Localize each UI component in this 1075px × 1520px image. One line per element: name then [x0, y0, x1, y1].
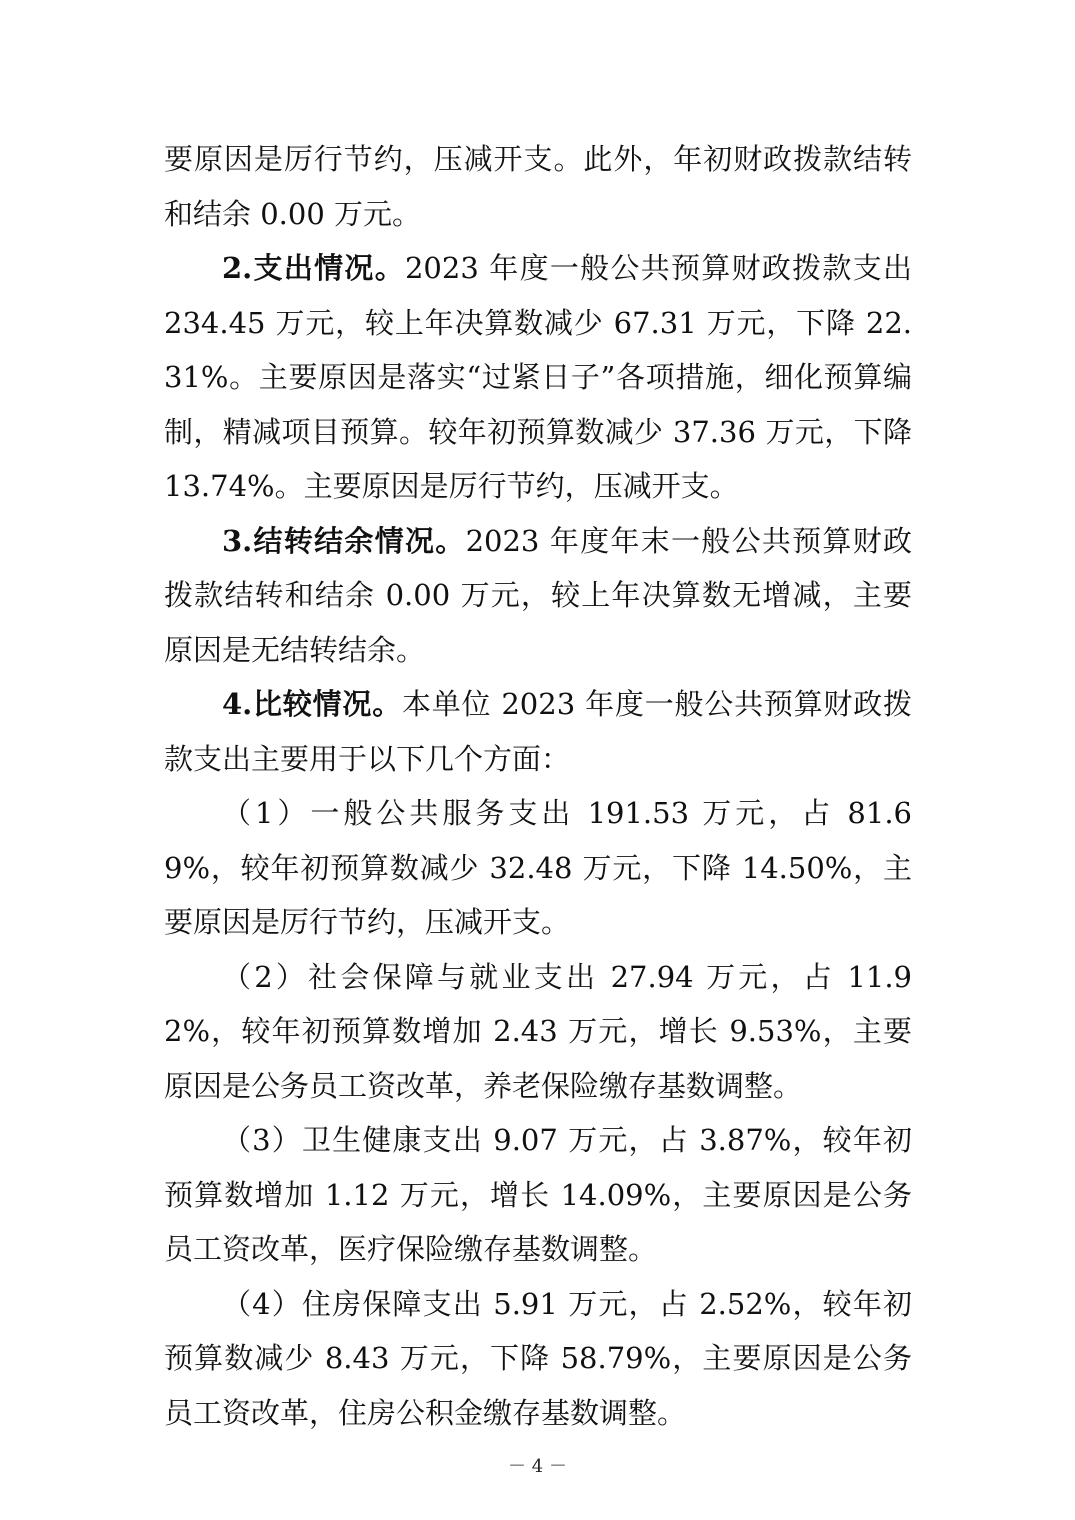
paragraph-text: 要原因是厉行节约，压减开支。此外，年初财政拨款结转和结余 0.00 万元。	[164, 142, 912, 231]
document-body	[164, 132, 912, 1440]
paragraph-carryover	[164, 514, 912, 678]
paragraph-text: 2023 年度年末一般公共预算财政拨款结转和结余 0.00 万元，较上年决算数无增减，主要原因是无结转结余。	[164, 523, 912, 667]
paragraph-text: （3）卫生健康支出 9.07 万元，占 3.87%，较年初预算数增加 1.12 万元，增长 14.09%，主要原因是公务员工资改革，医疗保险缴存基数调整。	[164, 1123, 912, 1266]
list-item-general-services	[164, 786, 912, 950]
paragraph-expenditure	[164, 241, 912, 514]
paragraph-continuation	[164, 132, 912, 241]
section-heading: 4.比较情况。	[222, 687, 402, 721]
paragraph-text: 2023 年度一般公共预算财政拨款支出 234.45 万元，较上年决算数减少 67.31 万元，下降 22.31%。主要原因是落实“过紧日子”各项措施，细化预算编制，精减项目预算。较年初预算数减少 37.36 万元，下降 13.74%。主要原因是厉行节约，压减开支。	[164, 251, 912, 503]
paragraph-text: （2）社会保障与就业支出 27.94 万元，占 11.92%，较年初预算数增加 2.43 万元，增长 9.53%，主要原因是公务员工资改革，养老保险缴存基数调整。	[164, 959, 912, 1103]
list-item-health	[164, 1113, 912, 1277]
list-item-social-security	[164, 950, 912, 1114]
page-number: － 4 －	[508, 1456, 567, 1477]
paragraph-comparison	[164, 677, 912, 786]
section-heading: 2.支出情况。	[222, 251, 405, 285]
paragraph-text: （1）一般公共服务支出 191.53 万元，占 81.69%，较年初预算数减少 32.48 万元，下降 14.50%，主要原因是厉行节约，压减开支。	[164, 796, 912, 939]
paragraph-text: 本单位 2023 年度一般公共预算财政拨款支出主要用于以下几个方面：	[164, 687, 912, 776]
paragraph-text: （4）住房保障支出 5.91 万元，占 2.52%，较年初预算数减少 8.43 万元，下降 58.79%，主要原因是公务员工资改革，住房公积金缴存基数调整。	[164, 1286, 912, 1430]
section-heading: 3.结转结余情况。	[222, 523, 466, 558]
list-item-housing	[164, 1277, 912, 1441]
